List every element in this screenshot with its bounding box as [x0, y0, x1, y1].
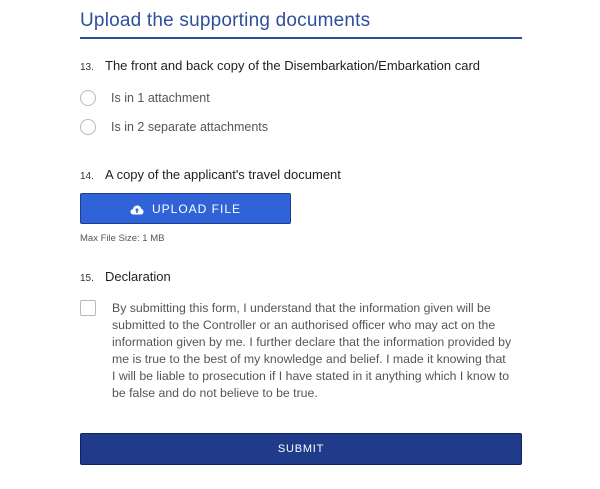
question-number: 13.: [80, 62, 94, 73]
cloud-upload-icon: [130, 204, 144, 214]
upload-button-label[interactable]: UPLOAD FILE: [151, 201, 242, 216]
radio-label[interactable]: Is in 1 attachment: [111, 91, 210, 105]
question-number: 14.: [80, 171, 94, 182]
question-13: [80, 58, 480, 73]
upload-file-button[interactable]: [80, 193, 291, 224]
question-14: [80, 167, 341, 182]
submit-button[interactable]: SUBMIT: [80, 433, 522, 465]
question-number: 15.: [80, 273, 94, 284]
declaration-text: By submitting this form, I understand that the information given will be submitted to the Controller or an authorised officer who may act on the information given by me. I further declare that the information provided by me is true to the best of my knowledge and belief. I made it knowing that I will be liable to prosecution if I have stated in it anything which I know to be false and do not believe to be true.: [112, 301, 512, 400]
radio-option-2-attachments[interactable]: [80, 118, 268, 136]
section-title: Upload the supporting documents: [80, 10, 371, 31]
question-15: [80, 269, 171, 284]
radio-option-1-attachment[interactable]: [80, 89, 210, 107]
question-text: A copy of the applicant's travel document: [105, 167, 341, 182]
radio-button[interactable]: [80, 119, 96, 135]
form-page: [80, 0, 522, 455]
question-text: The front and back copy of the Disembarkation/Embarkation card: [105, 58, 481, 73]
question-text: Declaration: [105, 269, 171, 284]
title-divider: [80, 37, 522, 39]
radio-label[interactable]: Is in 2 separate attachments: [111, 120, 269, 134]
declaration-checkbox[interactable]: [80, 300, 96, 316]
max-file-size: Max File Size: 1 MB: [80, 233, 165, 244]
radio-button[interactable]: [80, 90, 96, 106]
